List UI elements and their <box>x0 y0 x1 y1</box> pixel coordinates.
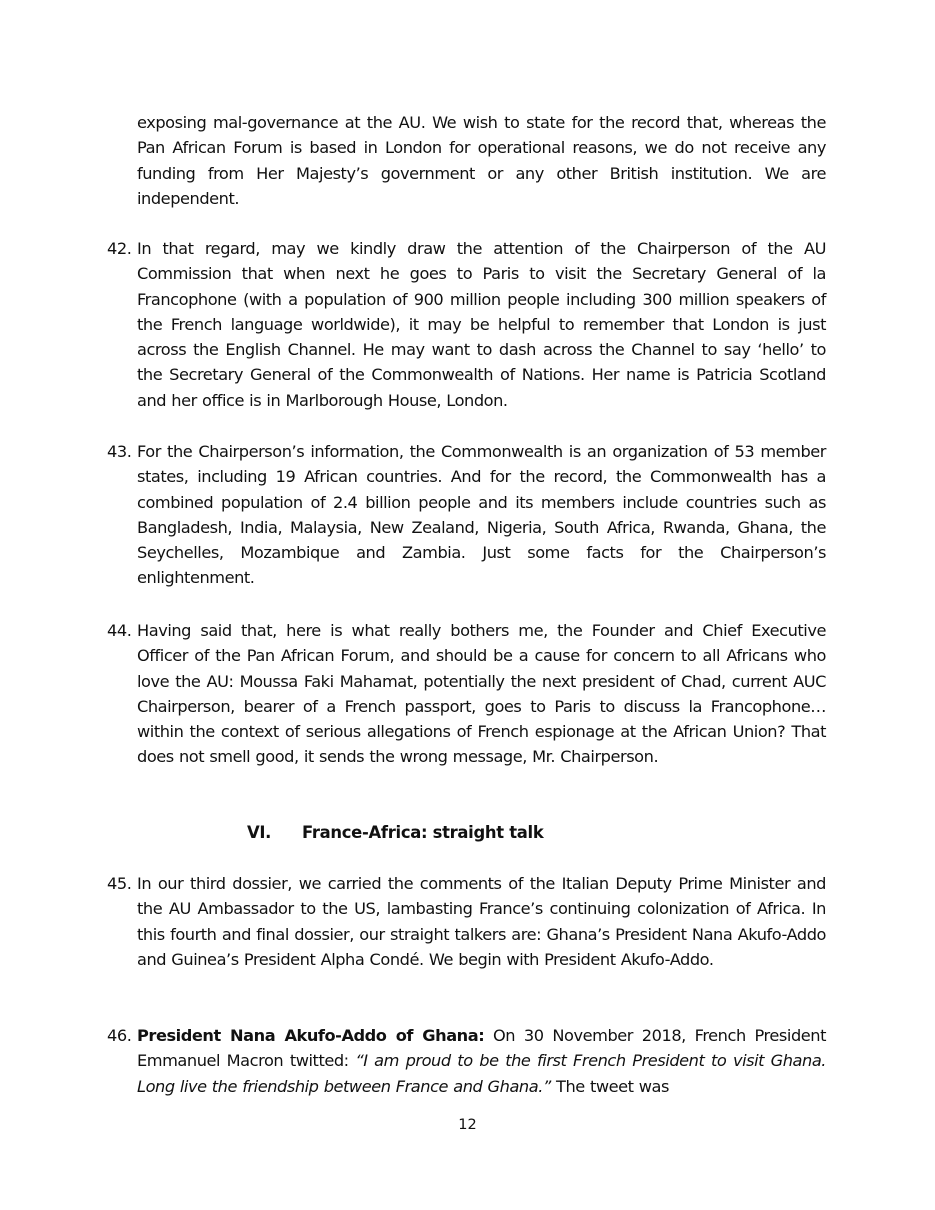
section-title: France-Africa: straight talk <box>302 823 544 842</box>
paragraph-text: In our third dossier, we carried the comments of the Italian Deputy Prime Minister and the AU Ambassador to the US, lambasting France’s continuing colonization of Africa. In this fourth and final dossier, our straight talkers are: Ghana’s President Nana Akufo-Addo and Guinea’s President Alpha Condé. We begin with President Akufo-Addo. <box>137 874 826 969</box>
paragraph-number: 46. <box>107 1026 132 1045</box>
page-number: 12 <box>458 1117 477 1133</box>
paragraph-46 <box>107 1023 827 1099</box>
continuation-paragraph <box>137 110 826 211</box>
paragraph-text-continued: The tweet was <box>550 1076 670 1096</box>
paragraph-42 <box>107 236 826 413</box>
paragraph-45 <box>107 871 826 972</box>
paragraph-text: In that regard, may we kindly draw the attention of the Chairperson of the AU Commission that when next he goes to Paris to visit the Secretary General of la Francophone (with a population of 900 million people including 300 million speakers of the French language worldwide), it may be helpful to remember that London is just across the English Channel. He may want to dash across the Channel to say ‘hello’ to the Secretary General of the Commonwealth of Nations. Her name is Patricia Scotland and her office is in Marlborough House, London. <box>137 239 826 410</box>
paragraph-44 <box>107 618 826 770</box>
section-roman-numeral: VI. <box>247 823 272 842</box>
paragraph-number: 45. <box>107 874 132 893</box>
paragraph-lead-bold: President Nana Akufo-Addo of Ghana: <box>137 1026 485 1045</box>
paragraph-43 <box>107 439 826 591</box>
macron-tweet-quote: “I am proud to be the first French President to visit Ghana. Long live the friendship between France and Ghana.” <box>137 1051 827 1096</box>
paragraph-text: exposing mal-governance at the AU. We wish to state for the record that, whereas the Pan African Forum is based in London for operational reasons, we do not receive any funding from Her Majesty’s government or any other British institution. We are independent. <box>137 113 826 208</box>
paragraph-number: 43. <box>107 442 132 461</box>
section-heading <box>247 820 543 845</box>
paragraph-text: On 30 November 2018, French President Emmanuel Macron twitted: <box>137 1026 826 1071</box>
paragraph-number: 42. <box>107 239 132 258</box>
paragraph-number: 44. <box>107 621 132 640</box>
paragraph-text: Having said that, here is what really bothers me, the Founder and Chief Executive Officer of the Pan African Forum, and should be a cause for concern to all Africans who love the AU: Moussa Faki Mahamat, potentially the next president of Chad, current AUC Chairperson, bearer of a French passport, goes to Paris to discuss la Francophone… within the context of serious allegations of French espionage at the African Union? That does not smell good, it sends the wrong message, Mr. Chairperson. <box>137 621 826 767</box>
paragraph-text: For the Chairperson’s information, the Commonwealth is an organization of 53 member states, including 19 African countries. And for the record, the Commonwealth has a combined population of 2.4 billion people and its members include countries such as Bangladesh, India, Malaysia, New Zealand, Nigeria, South Africa, Rwanda, Ghana, the Seychelles, Mozambique and Zambia. Just some facts for the Chairperson’s enlightenment. <box>137 442 826 588</box>
